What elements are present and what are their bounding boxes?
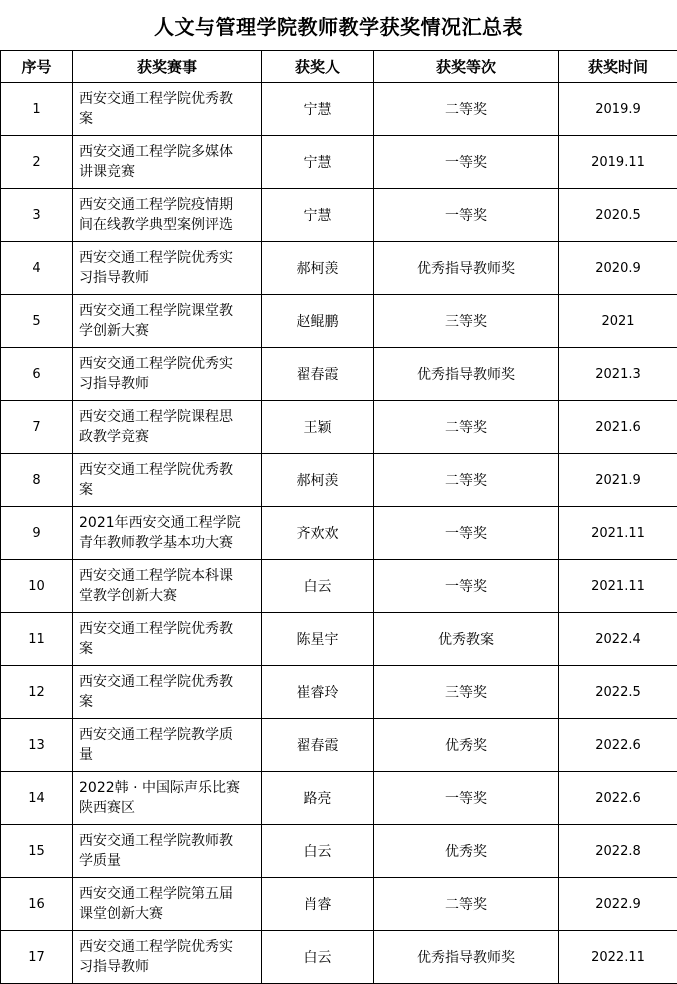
event-name-line-1: 西安交通工程学院课堂教	[79, 301, 257, 321]
award-level: 一等奖	[374, 136, 559, 189]
winner-name: 白云	[262, 825, 374, 878]
award-date: 2022.8	[559, 825, 677, 878]
row-number: 2	[1, 136, 73, 189]
award-level: 优秀奖	[374, 825, 559, 878]
event-name	[73, 242, 262, 295]
award-level: 二等奖	[374, 454, 559, 507]
row-number: 6	[1, 348, 73, 401]
event-name-line-1: 西安交通工程学院优秀实	[79, 248, 257, 268]
award-date: 2021.11	[559, 507, 677, 560]
row-number: 14	[1, 772, 73, 825]
winner-name: 郝柯羡	[262, 242, 374, 295]
event-name	[73, 401, 262, 454]
award-level: 优秀奖	[374, 719, 559, 772]
event-name-line-2: 青年教师教学基本功大赛	[79, 533, 257, 553]
event-name-line-1: 西安交通工程学院多媒体	[79, 142, 257, 162]
event-name	[73, 613, 262, 666]
event-name-line-1: 西安交通工程学院疫情期	[79, 195, 257, 215]
winner-name: 翟春霞	[262, 719, 374, 772]
table-row	[1, 189, 677, 242]
winner-name: 齐欢欢	[262, 507, 374, 560]
table-row	[1, 401, 677, 454]
event-name	[73, 295, 262, 348]
event-name-line-1: 西安交通工程学院优秀实	[79, 354, 257, 374]
winner-name: 路亮	[262, 772, 374, 825]
event-name	[73, 666, 262, 719]
event-name	[73, 772, 262, 825]
table-row	[1, 719, 677, 772]
event-name-line-1: 西安交通工程学院优秀教	[79, 672, 257, 692]
row-number: 8	[1, 454, 73, 507]
winner-name: 翟春霞	[262, 348, 374, 401]
table-row	[1, 666, 677, 719]
event-name-line-2: 案	[79, 109, 257, 129]
row-number: 11	[1, 613, 73, 666]
award-date: 2022.6	[559, 772, 677, 825]
page-title: 人文与管理学院教师教学获奖情况汇总表	[0, 0, 677, 50]
row-number: 12	[1, 666, 73, 719]
award-date: 2021.9	[559, 454, 677, 507]
award-level: 三等奖	[374, 666, 559, 719]
event-name	[73, 719, 262, 772]
award-level: 优秀指导教师奖	[374, 931, 559, 984]
winner-name: 宁慧	[262, 136, 374, 189]
table-row	[1, 83, 677, 136]
table-row	[1, 242, 677, 295]
award-level: 二等奖	[374, 878, 559, 931]
table-row	[1, 825, 677, 878]
row-number: 16	[1, 878, 73, 931]
row-number: 3	[1, 189, 73, 242]
event-name-line-1: 西安交通工程学院优秀教	[79, 619, 257, 639]
award-level: 优秀教案	[374, 613, 559, 666]
award-date: 2019.11	[559, 136, 677, 189]
event-name-line-2: 案	[79, 480, 257, 500]
event-name-line-1: 西安交通工程学院优秀教	[79, 89, 257, 109]
table-row	[1, 560, 677, 613]
award-level: 一等奖	[374, 560, 559, 613]
award-date: 2021.3	[559, 348, 677, 401]
event-name-line-1: 2021年西安交通工程学院	[79, 513, 257, 533]
table-row	[1, 878, 677, 931]
event-name-line-2: 量	[79, 745, 257, 765]
winner-name: 宁慧	[262, 189, 374, 242]
table-row	[1, 136, 677, 189]
event-name	[73, 454, 262, 507]
header-level: 获奖等次	[374, 51, 559, 83]
row-number: 7	[1, 401, 73, 454]
table-row	[1, 772, 677, 825]
event-name-line-2: 讲课竞赛	[79, 162, 257, 182]
award-date: 2022.6	[559, 719, 677, 772]
award-date: 2022.4	[559, 613, 677, 666]
award-date: 2021.6	[559, 401, 677, 454]
award-date: 2021.11	[559, 560, 677, 613]
event-name	[73, 878, 262, 931]
event-name-line-1: 西安交通工程学院教学质	[79, 725, 257, 745]
winner-name: 肖睿	[262, 878, 374, 931]
event-name-line-1: 2022韩 · 中国际声乐比赛	[79, 778, 257, 798]
award-level: 二等奖	[374, 83, 559, 136]
event-name	[73, 189, 262, 242]
header-event: 获奖赛事	[73, 51, 262, 83]
event-name	[73, 136, 262, 189]
award-date: 2022.9	[559, 878, 677, 931]
awards-table	[0, 50, 677, 984]
award-level: 一等奖	[374, 189, 559, 242]
winner-name: 宁慧	[262, 83, 374, 136]
row-number: 13	[1, 719, 73, 772]
event-name-line-2: 习指导教师	[79, 374, 257, 394]
award-date: 2020.5	[559, 189, 677, 242]
event-name	[73, 507, 262, 560]
award-level: 优秀指导教师奖	[374, 242, 559, 295]
winner-name: 白云	[262, 560, 374, 613]
event-name-line-2: 习指导教师	[79, 957, 257, 977]
row-number: 10	[1, 560, 73, 613]
award-level: 一等奖	[374, 507, 559, 560]
award-level: 二等奖	[374, 401, 559, 454]
header-date: 获奖时间	[559, 51, 677, 83]
award-date: 2021	[559, 295, 677, 348]
event-name	[73, 560, 262, 613]
event-name-line-2: 习指导教师	[79, 268, 257, 288]
event-name-line-1: 西安交通工程学院教师教	[79, 831, 257, 851]
event-name	[73, 83, 262, 136]
award-date: 2019.9	[559, 83, 677, 136]
winner-name: 赵鲲鹏	[262, 295, 374, 348]
table-row	[1, 348, 677, 401]
event-name-line-2: 案	[79, 692, 257, 712]
event-name-line-2: 政教学竞赛	[79, 427, 257, 447]
event-name-line-2: 间在线教学典型案例评选	[79, 215, 257, 235]
row-number: 17	[1, 931, 73, 984]
award-date: 2020.9	[559, 242, 677, 295]
row-number: 9	[1, 507, 73, 560]
winner-name: 白云	[262, 931, 374, 984]
event-name-line-2: 课堂创新大赛	[79, 904, 257, 924]
winner-name: 王颖	[262, 401, 374, 454]
award-level: 一等奖	[374, 772, 559, 825]
event-name-line-1: 西安交通工程学院优秀实	[79, 937, 257, 957]
event-name-line-2: 堂教学创新大赛	[79, 586, 257, 606]
event-name-line-1: 西安交通工程学院优秀教	[79, 460, 257, 480]
event-name-line-2: 案	[79, 639, 257, 659]
winner-name: 郝柯羡	[262, 454, 374, 507]
winner-name: 陈星宇	[262, 613, 374, 666]
award-date: 2022.11	[559, 931, 677, 984]
event-name	[73, 825, 262, 878]
event-name-line-1: 西安交通工程学院课程思	[79, 407, 257, 427]
event-name-line-1: 西安交通工程学院本科课	[79, 566, 257, 586]
event-name	[73, 931, 262, 984]
event-name-line-2: 学创新大赛	[79, 321, 257, 341]
table-row	[1, 507, 677, 560]
table-header-row	[1, 51, 677, 83]
award-date: 2022.5	[559, 666, 677, 719]
award-level: 三等奖	[374, 295, 559, 348]
event-name	[73, 348, 262, 401]
event-name-line-2: 陕西赛区	[79, 798, 257, 818]
row-number: 1	[1, 83, 73, 136]
row-number: 4	[1, 242, 73, 295]
row-number: 5	[1, 295, 73, 348]
table-row	[1, 454, 677, 507]
header-no: 序号	[1, 51, 73, 83]
row-number: 15	[1, 825, 73, 878]
header-winner: 获奖人	[262, 51, 374, 83]
event-name-line-2: 学质量	[79, 851, 257, 871]
award-level: 优秀指导教师奖	[374, 348, 559, 401]
winner-name: 崔睿玲	[262, 666, 374, 719]
table-row	[1, 931, 677, 984]
event-name-line-1: 西安交通工程学院第五届	[79, 884, 257, 904]
table-row	[1, 295, 677, 348]
table-row	[1, 613, 677, 666]
